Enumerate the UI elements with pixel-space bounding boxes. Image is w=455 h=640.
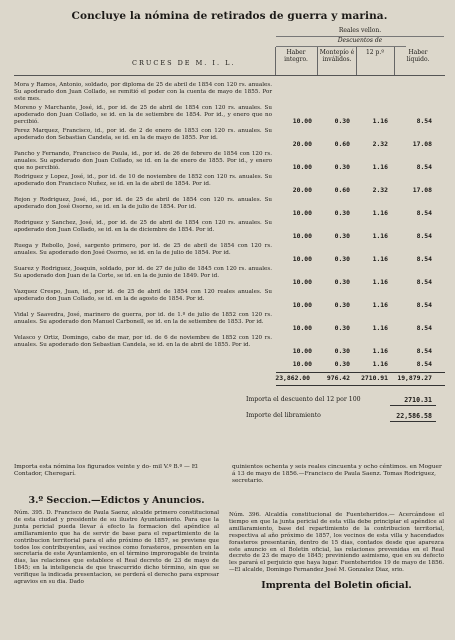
montepio-value: 0.30 — [334, 232, 350, 240]
doce-por-ciento-value: 1.16 — [372, 278, 388, 286]
haber-integro-value: 20.00 — [292, 186, 312, 194]
row-text: Rodriguez y Sanchez, José, id., por id. de 25 de abril de 1854 con 120 rs. anuales. Su apoderado don Juan Collado, se id. en la de diciembre de 1854. Por id. — [14, 220, 272, 233]
column-rule — [317, 47, 318, 75]
doce-por-ciento-value: 1.16 — [372, 163, 388, 171]
table-row — [14, 335, 445, 358]
haber-integro-value: 10.00 — [292, 255, 312, 263]
haber-integro-value: 10.00 — [292, 232, 312, 240]
edict-column-left — [14, 492, 219, 586]
haber-integro-value: 10.00 — [292, 117, 312, 125]
table-row — [14, 82, 445, 105]
table-header — [14, 25, 445, 76]
column-rule — [356, 47, 357, 75]
sum-rule — [390, 421, 436, 422]
haber-liquido-value: 8.54 — [416, 255, 432, 263]
row-text: Rejon y Rodriguez, José, id., por id. de 25 de abril de 1854 con 120 rs. anuales. Su apoderado don José Osorno, se id. en la de julio de 1854. Por id. — [14, 197, 272, 210]
doce-por-ciento-value: 1.16 — [372, 209, 388, 217]
descuento-value: 2710.31 — [404, 396, 432, 404]
row-text: Suarez y Rodriguez, Joaquin, soldado, por id. de 27 de julio de 1845 con 120 rs. anuales. Su apoderado don Juan de la Corte, se id. en la de junio de 1849. Por id. — [14, 266, 272, 279]
total-doce-por-ciento: 2710.91 — [361, 374, 388, 382]
row-text: Vidal y Saavedra, José, marinero de guerra, por id. de 1.º de julio de 1852 con 120 rs. anuales. Su apoderado don Manuel Carbonell, se id. en la de setiembre de 1853. Por id. — [14, 312, 272, 325]
row-text: Perez Marquez, Francisco, id., por id. de 2 de enero de 1853 con 120 rs. anuales. Su apoderado don Sebastian Candela, se id. en la de mayo de 1855. Por id. — [14, 128, 272, 141]
row-text: Mora y Ramos, Antonio, soldado, por diploma de 25 de abril de 1854 con 120 rs. anuales. Su apoderado don Juan Collado, se remitió el poder con la cuenta de mayo de 1855. Por este mes. — [14, 82, 272, 102]
haber-liquido-value: 17.08 — [412, 140, 432, 148]
haber-liquido-value: 8.54 — [416, 324, 432, 332]
doce-por-ciento-value: 1.16 — [372, 347, 388, 355]
col-haber-liquido: Haber líquido. — [406, 49, 430, 63]
doce-por-ciento-value: 1.16 — [372, 360, 388, 368]
doce-por-ciento-value: 1.16 — [372, 324, 388, 332]
haber-integro-value: 10.00 — [292, 360, 312, 368]
doce-por-ciento-value: 2.32 — [372, 140, 388, 148]
table-row — [14, 105, 445, 128]
nomina-table — [14, 82, 445, 370]
row-text: Ruega y Rebollo, José, sargento primero, por id. de 25 de abril de 1854 con 120 rs. anuales. Su apoderado don José Osorno, se id. en la de julio de 1854. Por id. — [14, 243, 272, 256]
total-haber-liquido: 19,879.27 — [397, 374, 432, 382]
haber-liquido-value: 8.54 — [416, 209, 432, 217]
descuento-line — [14, 394, 445, 406]
haber-liquido-value: 8.54 — [416, 117, 432, 125]
totals-row — [276, 372, 445, 386]
haber-liquido-value: 8.54 — [416, 232, 432, 240]
sum-rule — [390, 405, 436, 406]
total-haber-integro: 23,862.00 — [275, 374, 310, 382]
montepio-value: 0.30 — [334, 360, 350, 368]
doce-por-ciento-value: 2.32 — [372, 186, 388, 194]
row-text: Velasco y Ortiz, Domingo, cabo de mar, por id. de 6 de noviembre de 1852 con 120 rs. anuales. Su apoderado don Sebastian Candela, se id. en la de abril de 1855. Por id. — [14, 335, 272, 348]
descuento-label: Importa el descuento del 12 por 100 — [246, 396, 361, 403]
table-row — [14, 289, 445, 312]
total-montepio: 976.42 — [326, 374, 350, 382]
haber-integro-value: 10.00 — [292, 163, 312, 171]
haber-liquido-value: 8.54 — [416, 163, 432, 171]
haber-liquido-value: 8.54 — [416, 301, 432, 309]
table-row — [14, 243, 445, 266]
column-rule — [275, 47, 276, 75]
haber-integro-value: 20.00 — [292, 140, 312, 148]
haber-integro-value: 10.00 — [292, 301, 312, 309]
row-text: Pancho y Fernando, Francisco de Paula, id., por id. de 26 de febrero de 1854 con 120 rs. anuales. Su apoderado don Juan Collado, se id. en la de enero de 1855. Por id., y enero que no percibió. — [14, 151, 272, 171]
col-haber-integro: Haber integro. — [284, 49, 308, 63]
notice-left: Importa esta nómina los figurados veinte y do- mil V.º B.º — El Contador, Cheregarí. — [14, 464, 198, 477]
haber-liquido-value: 8.54 — [416, 360, 432, 368]
haber-integro-value: 10.00 — [292, 278, 312, 286]
edict-396: Núm. 396. Alcaldía constitucional de Fuenteheridos.— Acercándose el tiempo en que la junta pericial de esta villa debe principiar el apéndice al amillaramiento, base del repartimiento de la contribucion territorial, respectiva al año próximo de 1857, los vecinos de esta villa y hacendados forasteros presentarán, dentro de 15 dias, contados desde que aparezca este anuncio en el Boletin oficial, las relaciones prevenidas en el Real decreto de 23 de mayo de 1845; previniendo asimismo, que en su defecto les parará el perjuicio que haya lugar. Fuenteheridos 19 de mayo de 1856.—El alcalde, Domingo Fernandez José M. Gonzalez Diaz, srio. — [229, 512, 444, 574]
table-row — [14, 266, 445, 289]
montepio-value: 0.30 — [334, 117, 350, 125]
column-rule — [394, 47, 395, 75]
montepio-value: 0.30 — [334, 209, 350, 217]
montepio-value: 0.30 — [334, 301, 350, 309]
montepio-value: 0.60 — [334, 186, 350, 194]
montepio-value: 0.30 — [334, 278, 350, 286]
haber-integro-value: 10.00 — [292, 347, 312, 355]
montepio-value: 0.30 — [334, 255, 350, 263]
montepio-value: 0.30 — [334, 347, 350, 355]
table-row — [14, 197, 445, 220]
montepio-value: 0.60 — [334, 140, 350, 148]
libramiento-line — [14, 410, 445, 422]
doce-por-ciento-value: 1.16 — [372, 232, 388, 240]
haber-liquido-value: 17.08 — [412, 186, 432, 194]
row-text: Rodriguez y Lopez, José, id., por id. de 10 de noviembre de 1852 con 120 rs. anuales. Su apoderado don Francisco Nuñez, se id. en la de abril de 1854. Por id. — [14, 174, 272, 187]
imprenta-footer: Imprenta del Boletin oficial. — [261, 580, 412, 592]
col-12-por-100: 12 p.º — [365, 49, 385, 56]
table-row — [14, 174, 445, 197]
montepio-value: 0.30 — [334, 163, 350, 171]
doce-por-ciento-value: 1.16 — [372, 301, 388, 309]
section-title: 3.º Seccion.—Edictos y Anuncios. — [28, 495, 205, 506]
table-row — [14, 128, 445, 151]
libramiento-label: Importe del libramiento — [246, 412, 321, 419]
edict-395: Núm. 395. D. Francisco de Paula Saenz, alcalde primero constitucional de esta ciudad y presidente de su ilustre Ayuntamiento. Para que la junta pericial pueda llevar á efecto la formacion del apéndice al amillaramiento que ha de servir de base para el repartimiento de la contribucion territorial para el año próximo de 1857, se previene que todos los contribuyentes, así vecinos como forasteros, presenten en la secretaría de este Ayuntamiento, en el término improrogable de treinta dias, las relaciones que establece el Real decreto de 23 de mayo de 1845; en la inteligencia de que trascurrido dicho término, sin que se verifique la indicada presentacion, se perderá el derecho para expresar agravios en su dia. Dado — [14, 510, 219, 586]
haber-liquido-value: 8.54 — [416, 278, 432, 286]
haber-integro-value: 10.00 — [292, 209, 312, 217]
descuentos-label: Descuentos de — [337, 37, 383, 44]
page-title: Concluye la nómina de retirados de guerra y marina. — [71, 10, 388, 22]
doce-por-ciento-value: 1.16 — [372, 117, 388, 125]
cruces-heading: CRUCES DE M. I. L. — [132, 59, 236, 67]
spacer — [229, 492, 444, 512]
reales-vellon-label: Reales vellon. — [338, 27, 382, 34]
montepio-value: 0.30 — [334, 324, 350, 332]
haber-liquido-value: 8.54 — [416, 347, 432, 355]
header-rule — [276, 46, 406, 47]
edict-column-right — [229, 492, 444, 591]
table-row — [14, 358, 445, 370]
libramiento-value: 22,586.58 — [396, 412, 432, 420]
row-text: Vazquez Crespo, Juan, id., por id. de 25 de abril de 1854 con 120 reales anuales. Su apoderado don Juan Collado, se id. en la de agosto de 1854. Por id. — [14, 289, 272, 302]
doce-por-ciento-value: 1.16 — [372, 255, 388, 263]
haber-integro-value: 10.00 — [292, 324, 312, 332]
row-text: Moreno y Marchante, José, id., por id. de 25 de abril de 1854 con 120 rs. anuales. Su apoderado don Juan Collado, se id. en la de setiembre de 1854. Por id., y enero que no percibió. — [14, 105, 272, 125]
col-montepio: Montepío é inválidos. — [319, 49, 355, 63]
notice-right: quinientos ochenta y seis reales cincuenta y ocho céntimos. en Moguer á 13 de mayo de 1856.—Francisco de Paula Saenz. Tomas Rodriguez, secretario. — [232, 464, 442, 484]
table-row — [14, 312, 445, 335]
table-row — [14, 220, 445, 243]
table-row — [14, 151, 445, 174]
